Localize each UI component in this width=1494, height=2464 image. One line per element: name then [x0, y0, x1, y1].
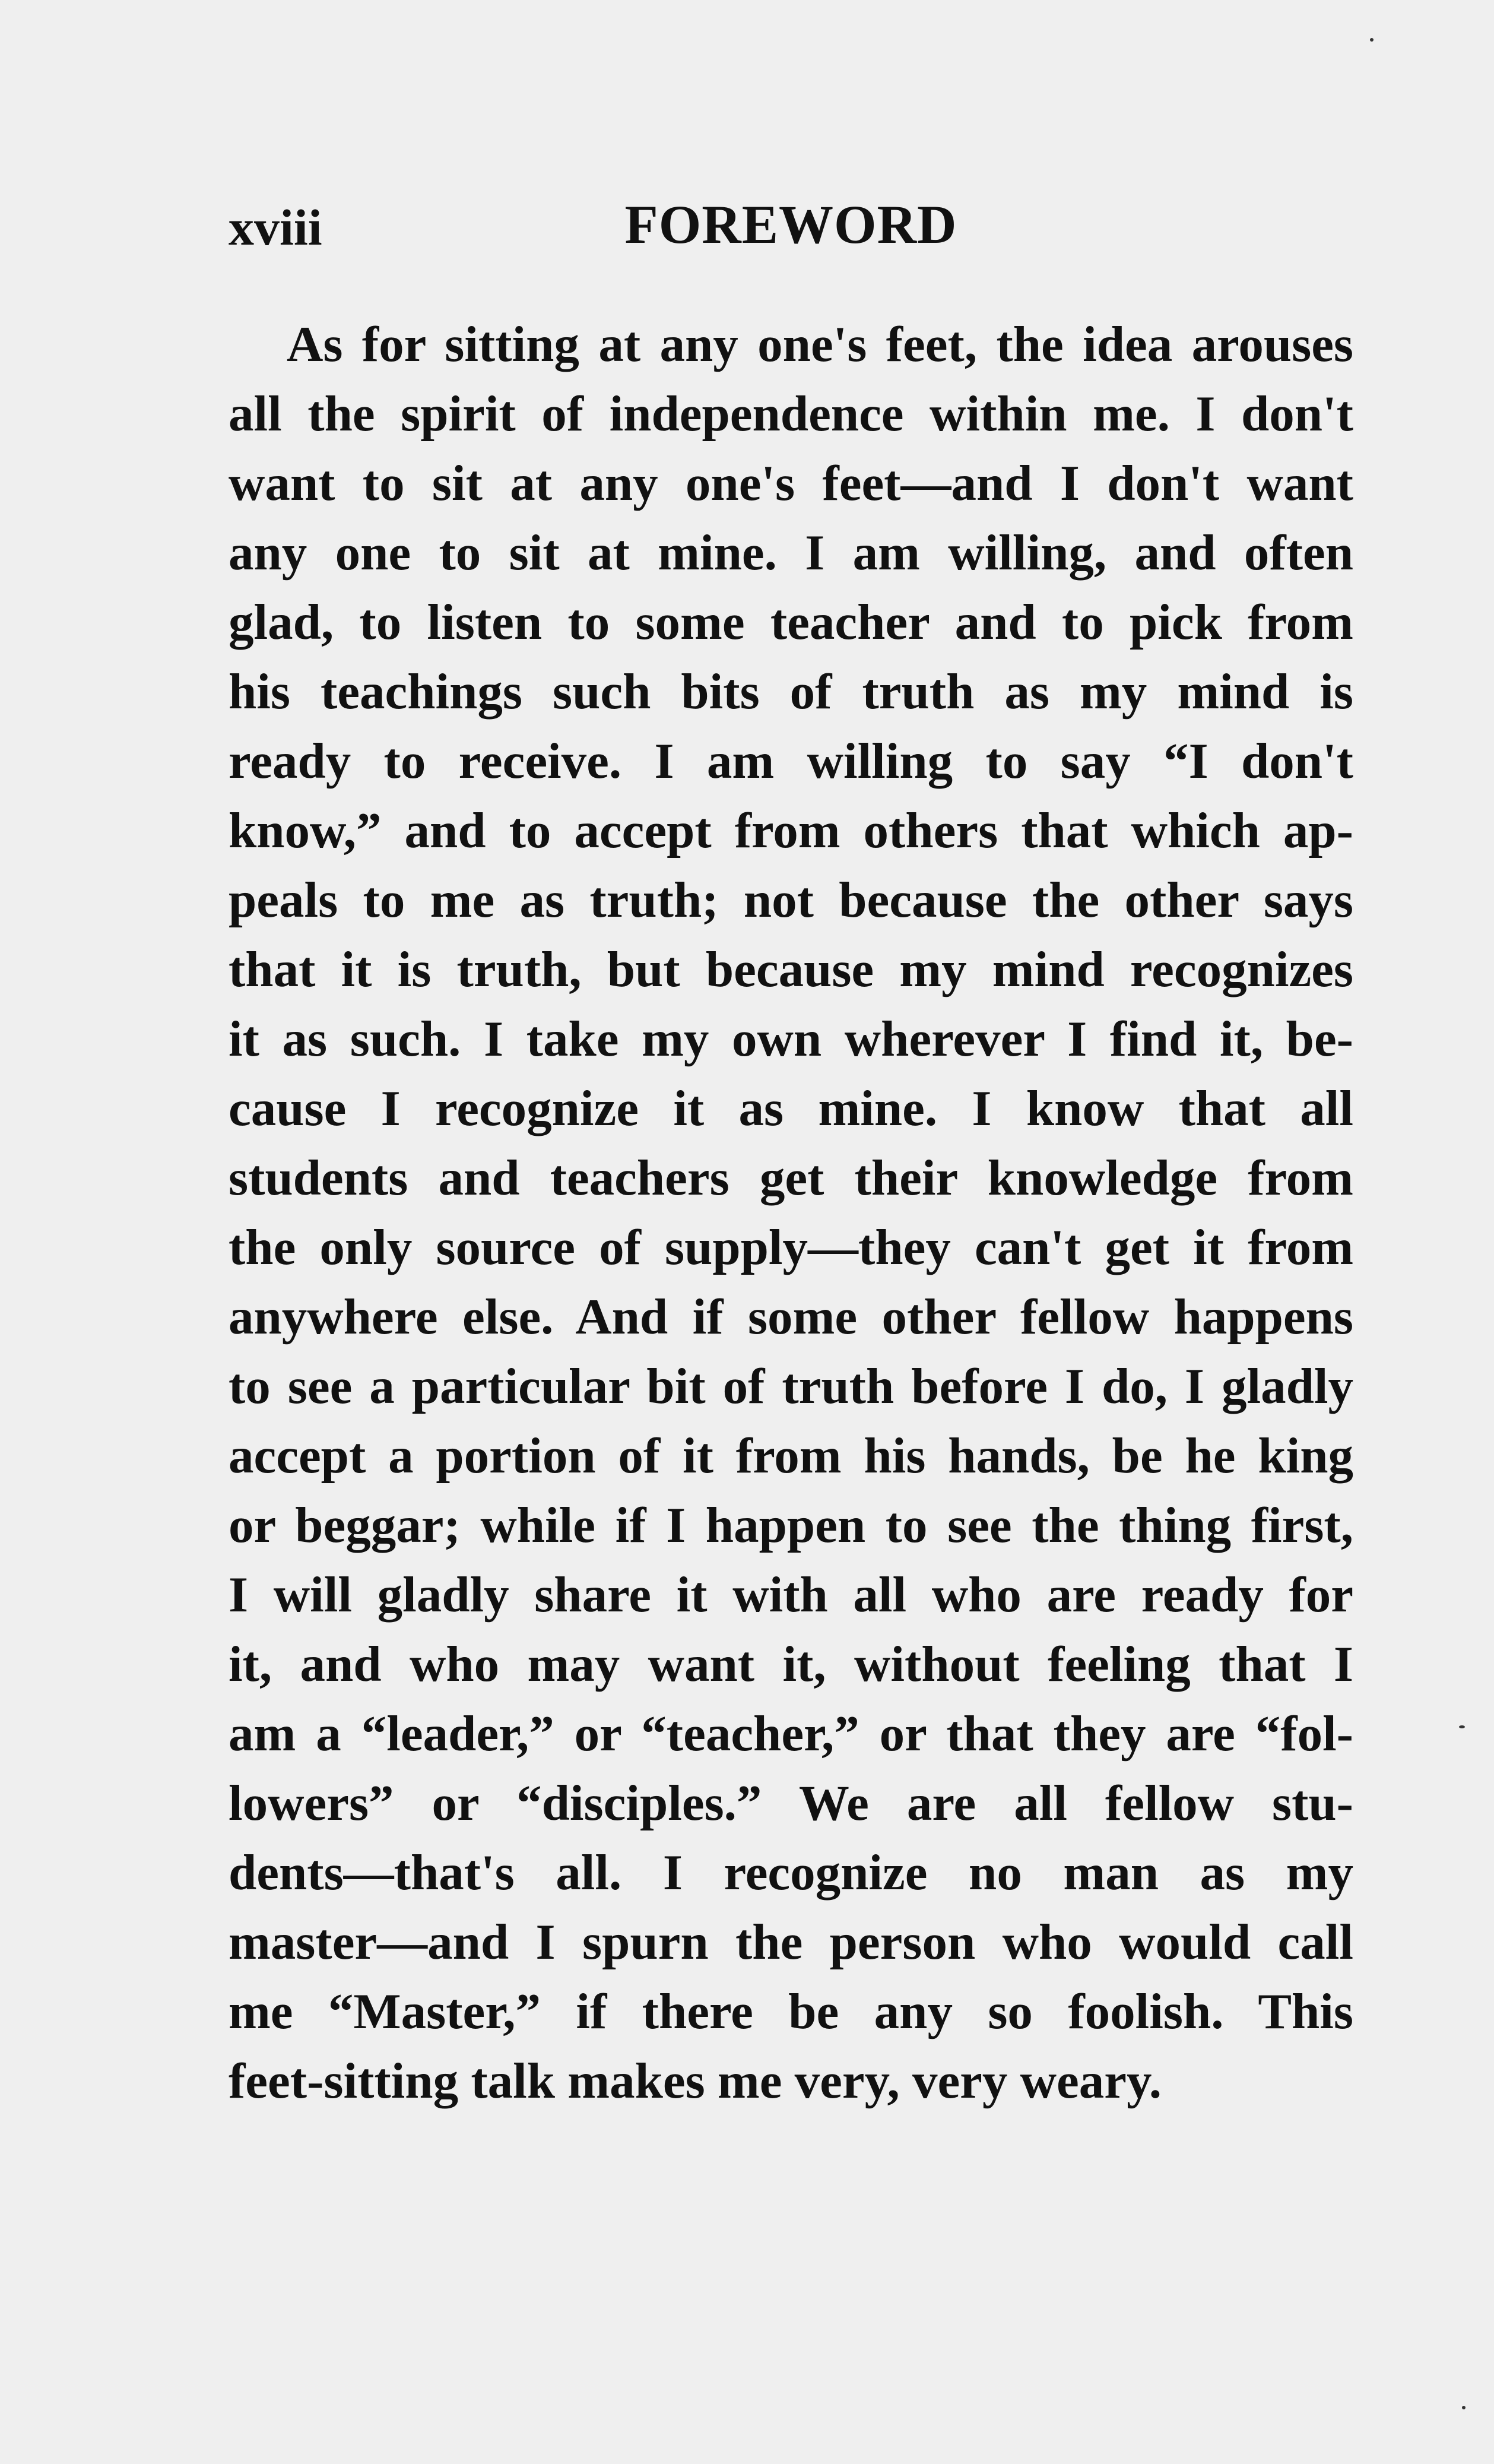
text-line: his teachings such bits of truth as my mind is [229, 664, 1353, 720]
scan-speck [1462, 2406, 1466, 2409]
text-line: lowers” or “disciples.” We are all fellow stu- [229, 1775, 1353, 1831]
text-line: feet-sitting talk makes me very, very weary. [229, 2053, 1162, 2109]
text-line: or beggar; while if I happen to see the thing first, [229, 1497, 1353, 1553]
text-line: ready to receive. I am willing to say “I don't [229, 733, 1353, 789]
text-line: it as such. I take my own wherever I find it, be- [229, 1011, 1353, 1067]
text-line: students and teachers get their knowledge from [229, 1150, 1353, 1206]
text-line: know,” and to accept from others that which ap- [229, 803, 1353, 859]
text-line: am a “leader,” or “teacher,” or that they are “fol- [229, 1706, 1353, 1762]
text-line: cause I recognize it as mine. I know that all [229, 1081, 1353, 1136]
text-line: any one to sit at mine. I am willing, and often [229, 525, 1353, 581]
text-line: dents—that's all. I recognize no man as my [229, 1845, 1353, 1901]
text-line: glad, to listen to some teacher and to pick from [229, 594, 1353, 650]
text-line: master—and I spurn the person who would call [229, 1914, 1353, 1970]
text-line: all the spirit of independence within me. I don't [229, 386, 1353, 442]
text-line: want to sit at any one's feet—and I don't want [229, 455, 1353, 511]
text-line: the only source of supply—they can't get it from [229, 1220, 1353, 1275]
text-line: it, and who may want it, without feeling that I [229, 1636, 1353, 1692]
page-number: xviii [229, 199, 322, 256]
text-line: me “Master,” if there be any so foolish. This [229, 1984, 1353, 2039]
scan-speck [1370, 38, 1374, 42]
text-line: As for sitting at any one's feet, the idea arouses [287, 316, 1353, 372]
scan-speck [1459, 1725, 1465, 1728]
text-line: anywhere else. And if some other fellow happens [229, 1289, 1353, 1345]
body-paragraph [229, 310, 1353, 2116]
text-line: accept a portion of it from his hands, be he king [229, 1428, 1353, 1484]
text-line: peals to me as truth; not because the other says [229, 872, 1353, 928]
page-header [229, 191, 1353, 274]
text-line: that it is truth, but because my mind recognizes [229, 942, 1353, 997]
text-line: I will gladly share it with all who are ready for [229, 1567, 1353, 1623]
text-line: to see a particular bit of truth before I do, I gladly [229, 1358, 1353, 1414]
running-title: FOREWORD [624, 194, 957, 255]
